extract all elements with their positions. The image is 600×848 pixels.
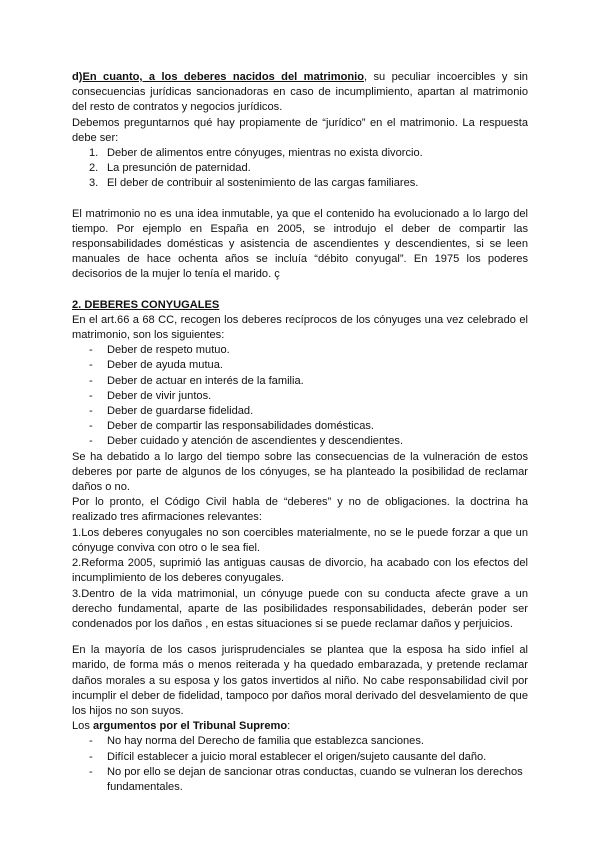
item-text: Deber de alimentos entre cónyuges, mientras no exista divorcio. [107,147,423,160]
section-2-intro: En el art.66 a 68 CC, recogen los deberes recíprocos de los cónyuges una vez celebrado el matrimonio, son los siguientes: [72,313,528,342]
claim-2: 2.Reforma 2005, suprimió las antiguas causas de divorcio, ha acabado con los efectos del incumplimiento de los deberes conyugales. [72,557,528,585]
dash-bullet: - [89,359,93,372]
dash-bullet: - [89,420,93,433]
list-item [72,343,528,358]
arguments-bold: argumentos por el Tribunal Supremo [92,720,288,733]
dash-bullet: - [89,344,93,357]
claim-3: 3.Dentro de la vida matrimonial, un cónyuge puede con su conducta afecte grave a un derecho fundamental, aparte de las posibilidades responsabilidades, deberán poder ser condenados por los daños , en estas situaciones si se puede reclamar daños y perjuicios. [72,587,528,630]
section-heading-text: 2. DEBERES CONYUGALES [72,298,220,311]
item-text: El deber de contribuir al sostenimiento de las cargas familiares. [107,177,419,190]
item-text: Difícil establecer a juicio moral establecer el origen/sujeto causante del daño. [107,750,487,763]
list-item [72,404,528,419]
list-item [72,419,528,434]
spacer [72,632,528,643]
item-text: No hay norma del Derecho de familia que establezca sanciones. [107,735,424,748]
item-text: Deber de ayuda mutua. [107,359,223,372]
item-text: Deber de vivir juntos. [107,389,212,402]
list-item [72,374,528,389]
section-2-heading [72,298,528,313]
arguments-heading [72,719,528,734]
dash-bullet: - [89,750,93,763]
dash-bullet: - [89,389,93,402]
list-item [72,750,528,765]
list-item [72,765,528,795]
dash-bullet: - [89,435,93,448]
item-number: 2. [89,162,99,175]
dash-bullet: - [89,405,93,418]
list-item [72,734,528,749]
debate-paragraph: Se ha debatido a lo largo del tiempo sobre las consecuencias de la vulneración de estos deberes por parte de algunos de los cónyuges, se ha planteado la posibilidad de reclamar daños o no. [72,450,528,494]
list-item [72,434,528,449]
list-item [72,358,528,373]
item-text: Deber de actuar en interés de la familia. [107,374,304,387]
dash-bullet: - [89,374,93,387]
claim-1: 1.Los deberes conyugales no son coercibles materialmente, no se le puede forzar a que un cónyuge conviva con otro o le sea fiel. [72,526,528,554]
spacer [72,283,528,298]
item-text: La presunción de paternidad. [107,162,251,175]
item-text: Deber cuidado y atención de ascendientes y descendientes. [107,435,404,448]
legal-duties-list [72,146,528,192]
item-number: 1. [89,147,99,160]
list-item [72,146,528,161]
conjugal-duties-list [72,343,528,449]
dash-bullet: - [89,765,93,778]
case-law-paragraph: En la mayoría de los casos jurisprudenciales se plantea que la esposa ha sido infiel al marido, de forma más o menos reiterada y ha quedado embarazada, y pretende reclamar daños morales a su esposa y los gatos invertidos al niño. No cabe responsabilidad civil por incumplir el deber de fidelidad, tampoco por daños moral derivado del desvelamiento de que los hijos no son suyos. [72,644,528,717]
list-item [72,176,528,191]
doctrine-paragraph: Por lo pronto, el Código Civil habla de “deberes” y no de obligaciones. la doctrina ha realizado tres afirmaciones relevantes: [72,496,528,524]
supreme-court-arguments-list [72,734,528,795]
section-d-prefix: d) [72,71,83,83]
dash-bullet: - [89,735,93,748]
list-item [72,161,528,176]
section-d-question: Debemos preguntarnos qué hay propiamente de “jurídico” en el matrimonio. La respuesta debe ser: [72,116,528,144]
section-d-lead-text: , su peculiar incoercibles y sin consecuencias jurídicas sancionadoras en caso de incumplimiento, apartan al matrimonio del resto de contratos y negocios jurídicos. [72,71,528,114]
arguments-prefix: Los [72,720,93,733]
section-d-lead [72,70,528,116]
list-item [72,389,528,404]
section-d-title: En cuanto, a los deberes nacidos del matrimonio [82,71,365,83]
item-text: No por ello se dejan de sancionar otras conductas, cuando se vulneran los derechos fundamentales. [107,765,523,793]
evolution-paragraph: El matrimonio no es una idea inmutable, ya que el contenido ha evolucionado a lo largo del tiempo. Por ejemplo en España en 2005, se introdujo el deber de compartir las responsabilidades domésticas y asistencia de ascendientes y descendientes, si se leen manuales de hace ochenta años se incluía “débito conyugal”. En 1975 los poderes decisorios de la mujer lo tenía el marido. ç [72,207,528,281]
spacer [72,192,528,207]
item-text: Deber de respeto mutuo. [107,344,230,357]
item-number: 3. [89,177,99,190]
item-text: Deber de guardarse fidelidad. [107,405,254,418]
arguments-suffix: : [287,720,291,733]
item-text: Deber de compartir las responsabilidades domésticas. [107,420,374,433]
document-body [72,70,528,795]
